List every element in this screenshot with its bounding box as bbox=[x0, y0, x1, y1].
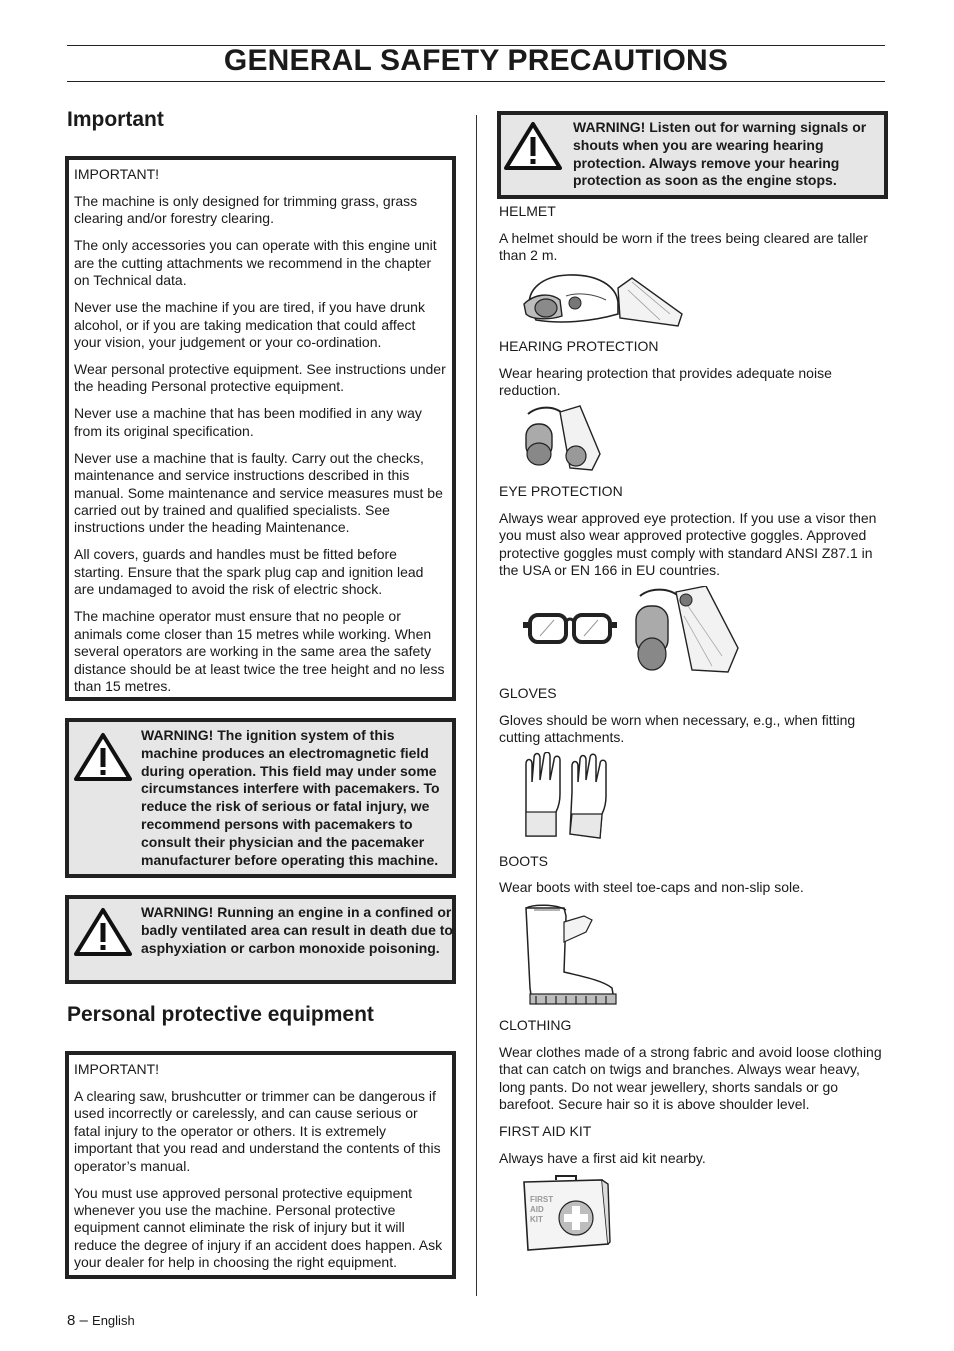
footer-language: English bbox=[92, 1313, 135, 1328]
gloves-text: Gloves should be worn when necessary, e.g., when fitting cutting attachments. bbox=[499, 712, 856, 746]
helmet-icon bbox=[520, 270, 685, 330]
important-box bbox=[65, 156, 456, 701]
boots-text: Wear boots with steel toe-caps and non-slip sole. bbox=[499, 879, 804, 895]
important-paragraph: The only accessories you can operate with this engine unit are the cutting attachments we recommend in the chapter on Technical data. bbox=[74, 237, 437, 289]
ppe-paragraph: You must use approved personal protective equipment whenever you use the machine. Personal protective equipment cannot eliminate the risk of injury but it will reduce the degree of injury if an accident does happen. Ask your dealer for help in choosing the right equipment. bbox=[74, 1184, 443, 1271]
clothing-label: CLOTHING bbox=[499, 1017, 572, 1033]
warning-triangle-icon bbox=[74, 732, 132, 782]
important-paragraph: Never use a machine that has been modified in any way from its original specification. bbox=[74, 405, 422, 439]
important-paragraph: The machine is only designed for trimming grass, grass clearing and/or forestry clearing. bbox=[74, 193, 418, 227]
boots-label: BOOTS bbox=[499, 853, 549, 869]
helmet-label: HELMET bbox=[499, 203, 556, 219]
page-title: GENERAL SAFETY PRECAUTIONS bbox=[223, 44, 729, 77]
first-aid-text: Always have a first aid kit nearby. bbox=[499, 1150, 706, 1166]
helmet-text: A helmet should be worn if the trees being cleared are taller than 2 m. bbox=[499, 230, 868, 264]
header-bottom-rule bbox=[67, 81, 885, 82]
eye-text: Always wear approved eye protection. If you use a visor then you must also wear approved protective goggles. Approved protective goggles must comply with standard ANSI Z87.1 in the USA or EN 166 in EU countries. bbox=[499, 510, 877, 579]
warning-engine-text: WARNING! Running an engine in a confined or badly ventilated area can result in death due to asphyxiation or carbon monoxide poisoning. bbox=[141, 904, 453, 956]
footer bbox=[67, 1312, 135, 1329]
warning-hearing-text: WARNING! Listen out for warning signals or shouts when you are wearing hearing protection. Always remove your hearing protection as soon as the engine stops. bbox=[573, 119, 867, 189]
warning-engine-box bbox=[65, 895, 456, 984]
warning-triangle-icon bbox=[504, 121, 562, 171]
important-paragraph: Wear personal protective equipment. See instructions under the heading Personal protective equipment. bbox=[74, 361, 446, 395]
svg-text:AID: AID bbox=[530, 1205, 544, 1214]
ppe-important-label: IMPORTANT! bbox=[74, 1061, 160, 1077]
ppe-heading: Personal protective equipment bbox=[67, 1003, 374, 1026]
svg-text:KIT: KIT bbox=[530, 1215, 543, 1224]
ear-muffs-icon bbox=[520, 404, 605, 474]
important-paragraph: The machine operator must ensure that no people or animals come closer than 15 metres while working. When several operators are working in the same area the safety distance should be at least twice the tree height and no less than 15 metres. bbox=[74, 608, 445, 694]
boots-icon bbox=[520, 902, 620, 1006]
first-aid-kit-icon bbox=[520, 1174, 612, 1252]
hearing-label: HEARING PROTECTION bbox=[499, 338, 659, 354]
important-paragraph: All covers, guards and handles must be fitted before starting. Ensure that the spark plug cap and ignition lead are undamaged to avoid the risk of electric shock. bbox=[74, 546, 424, 598]
gloves-icon bbox=[520, 752, 612, 840]
important-label: IMPORTANT! bbox=[74, 166, 160, 182]
hearing-text: Wear hearing protection that provides adequate noise reduction. bbox=[499, 365, 832, 399]
visor-icon bbox=[630, 586, 742, 676]
goggles-icon bbox=[520, 610, 620, 646]
important-heading: Important bbox=[67, 108, 164, 131]
first-aid-label: FIRST AID KIT bbox=[499, 1123, 592, 1139]
warning-triangle-icon bbox=[74, 907, 132, 957]
warning-ignition-text: WARNING! The ignition system of this machine produces an electromagnetic field during operation. This field may under some circumstances interfere with pacemakers. To reduce the risk of serious or fatal injury, we recommend persons with pacemakers to consult their physician and the pacemaker manufacturer before operating this machine. bbox=[141, 727, 440, 868]
ppe-important-box bbox=[65, 1051, 456, 1279]
warning-ignition-box bbox=[65, 718, 456, 878]
ppe-paragraph: A clearing saw, brushcutter or trimmer can be dangerous if used incorrectly or carelessly, and can cause serious or fatal injury to the operator or others. It is extremely important that you read and understand the contents of this operator’s manual. bbox=[74, 1088, 441, 1174]
clothing-text: Wear clothes made of a strong fabric and avoid loose clothing that can catch on twigs and branches. Always wear heavy, long pants. Do not wear jewellery, shorts sandals or go barefoot. Secure hair so it is above shoulder level. bbox=[499, 1044, 882, 1113]
gloves-label: GLOVES bbox=[499, 685, 557, 701]
warning-hearing-box bbox=[497, 111, 888, 199]
eye-label: EYE PROTECTION bbox=[499, 483, 623, 499]
page-number: 8 – bbox=[67, 1312, 88, 1329]
important-paragraph: Never use a machine that is faulty. Carry out the checks, maintenance and service instructions described in this manual. Some maintenance and service measures must be carried out by trained and qualified specialists. See instructions under the heading Maintenance. bbox=[74, 449, 443, 536]
column-divider bbox=[476, 115, 477, 1296]
svg-text:FIRST: FIRST bbox=[530, 1195, 554, 1204]
important-paragraph: Never use the machine if you are tired, if you have drunk alcohol, or if you are taking medication that could affect your vision, your judgement or your co-ordination. bbox=[74, 299, 425, 351]
